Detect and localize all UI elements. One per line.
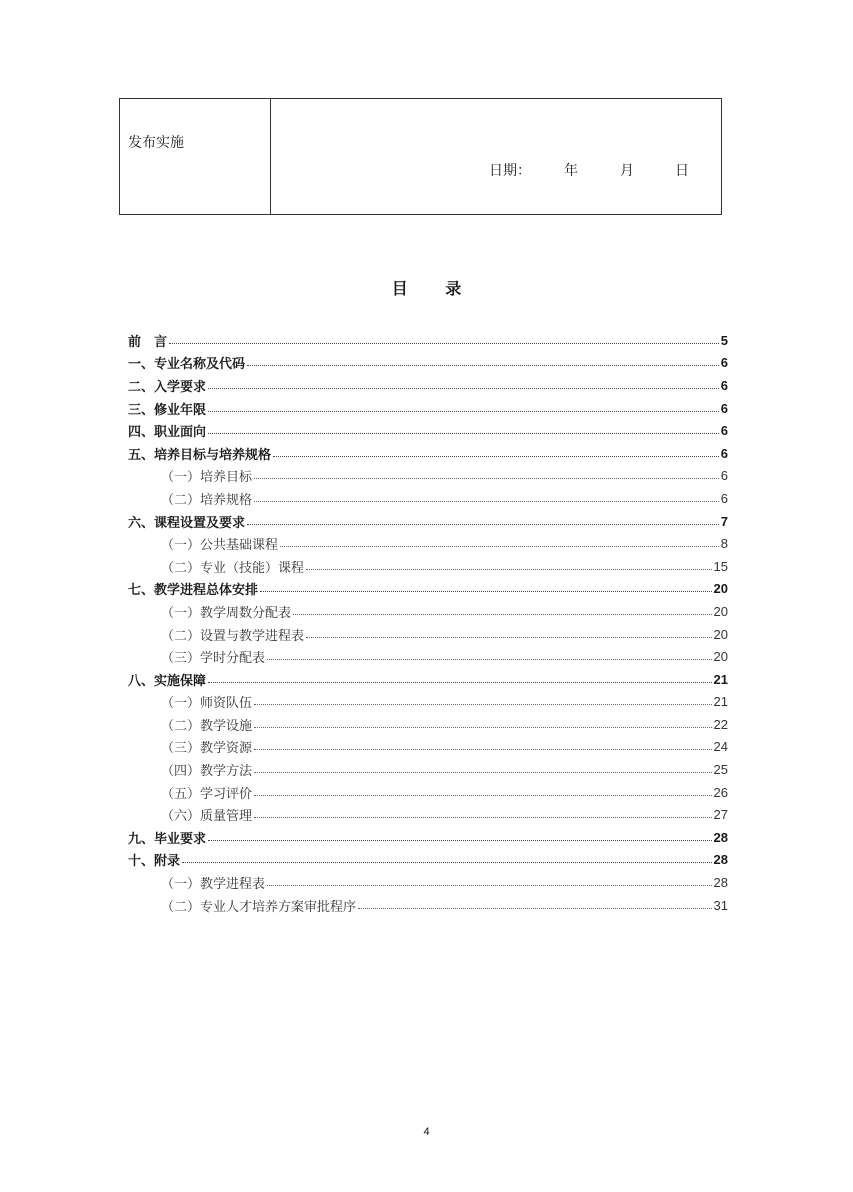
toc-entry[interactable]	[128, 442, 728, 465]
toc-entry[interactable]	[128, 826, 728, 849]
toc-entry-title: 前 言	[128, 334, 168, 350]
toc-dot-leader	[267, 885, 712, 886]
toc-dot-leader	[306, 637, 712, 638]
toc-entry-title: （二）专业（技能）课程	[161, 560, 305, 576]
toc-dot-leader	[254, 749, 712, 750]
toc-entry-page: 21	[713, 694, 728, 710]
approval-value-cell	[271, 99, 721, 214]
toc-entry-page: 20	[713, 649, 728, 665]
toc-entry[interactable]	[128, 849, 728, 872]
toc-dot-leader	[254, 772, 712, 773]
toc-entry-page: 20	[713, 626, 728, 642]
toc-entry[interactable]	[128, 736, 728, 759]
toc-dot-leader	[254, 501, 719, 502]
toc-entry-title: （一）培养目标	[161, 470, 253, 486]
toc-dot-leader	[254, 817, 712, 818]
toc-entry-page: 6	[720, 490, 728, 506]
toc-dot-leader	[208, 388, 719, 389]
toc-entry[interactable]	[128, 871, 728, 894]
toc-dot-leader	[254, 727, 712, 728]
date-row	[489, 160, 689, 180]
toc-entry-title: （四）教学方法	[161, 764, 253, 780]
toc-entry[interactable]	[128, 397, 728, 420]
toc-entry[interactable]	[128, 713, 728, 736]
toc-entry-page: 7	[720, 513, 728, 529]
toc-entry-title: 七、教学进程总体安排	[128, 583, 259, 599]
toc-entry[interactable]	[128, 600, 728, 623]
toc-entry[interactable]	[128, 352, 728, 375]
toc-entry[interactable]	[128, 532, 728, 555]
toc-entry-title: （一）教学进程表	[161, 877, 266, 893]
toc-dot-leader	[182, 862, 712, 863]
toc-dot-leader	[254, 478, 719, 479]
toc-entry-title: 一、专业名称及代码	[128, 357, 246, 373]
toc-entry-title: 十、附录	[128, 854, 181, 870]
toc-entry-page: 25	[713, 762, 728, 778]
toc-entry-page: 6	[720, 445, 728, 461]
toc-entry-title: （二）专业人才培养方案审批程序	[161, 899, 357, 915]
toc-entry-title: 二、入学要求	[128, 379, 207, 395]
toc-dot-leader	[260, 591, 712, 592]
toc-entry-title: 六、课程设置及要求	[128, 515, 246, 531]
toc-entry-title: （一）教学周数分配表	[161, 605, 292, 621]
toc-entry[interactable]	[128, 487, 728, 510]
toc-dot-leader	[306, 569, 712, 570]
toc-entry-page: 27	[713, 807, 728, 823]
toc-title: 目 录	[391, 279, 478, 298]
toc-dot-leader	[273, 456, 719, 457]
approval-label: 发布实施	[128, 135, 184, 151]
toc-entry-page: 26	[713, 784, 728, 800]
toc-entry[interactable]	[128, 329, 728, 352]
toc-entry-page: 28	[713, 852, 728, 868]
toc-entry-page: 6	[720, 423, 728, 439]
toc-entry-title: （一）师资队伍	[161, 696, 253, 712]
toc-entry[interactable]	[128, 691, 728, 714]
toc-entry[interactable]	[128, 781, 728, 804]
toc-dot-leader	[208, 411, 719, 412]
toc-dot-leader	[254, 704, 712, 705]
toc-entry[interactable]	[128, 510, 728, 533]
toc-entry-page: 15	[713, 558, 728, 574]
toc-dot-leader	[358, 908, 712, 909]
toc-entry-title: （二）设置与教学进程表	[161, 628, 305, 644]
month-label: 月	[620, 163, 634, 179]
toc-entry[interactable]	[128, 668, 728, 691]
toc-entry[interactable]	[128, 803, 728, 826]
approval-label-cell	[120, 99, 271, 214]
toc-dot-leader	[208, 682, 712, 683]
toc-dot-leader	[280, 546, 719, 547]
toc-dot-leader	[267, 659, 712, 660]
approval-table	[119, 98, 722, 215]
toc-entry[interactable]	[128, 374, 728, 397]
toc-entry-title: （二）教学设施	[161, 718, 253, 734]
toc-dot-leader	[169, 343, 719, 344]
toc-entry-page: 6	[720, 400, 728, 416]
toc-entry-page: 21	[713, 671, 728, 687]
toc-entry-title: （二）培养规格	[161, 492, 253, 508]
toc-entry-title: 四、职业面向	[128, 425, 207, 441]
toc-entry-page: 22	[713, 716, 728, 732]
toc-entry-title: （一）公共基础课程	[161, 538, 279, 554]
toc-dot-leader	[208, 840, 712, 841]
toc-entry-title: （三）学时分配表	[161, 651, 266, 667]
toc-entry-title: （三）教学资源	[161, 741, 253, 757]
toc-entry-title: （五）学习评价	[161, 786, 253, 802]
toc-entry-page: 28	[713, 829, 728, 845]
toc-entry-title: 九、毕业要求	[128, 831, 207, 847]
table-of-contents	[128, 329, 728, 916]
toc-entry[interactable]	[128, 578, 728, 601]
toc-entry-page: 20	[713, 581, 728, 597]
toc-entry[interactable]	[128, 758, 728, 781]
toc-entry[interactable]	[128, 419, 728, 442]
toc-entry-page: 24	[713, 739, 728, 755]
toc-dot-leader	[208, 433, 719, 434]
toc-entry-page: 6	[720, 355, 728, 371]
toc-entry-title: 五、培养目标与培养规格	[128, 447, 272, 463]
toc-entry-title: 三、修业年限	[128, 402, 207, 418]
toc-entry-page: 6	[720, 468, 728, 484]
toc-entry-page: 20	[713, 603, 728, 619]
toc-entry-page: 28	[713, 875, 728, 891]
date-label: 日期：	[489, 163, 531, 179]
toc-entry-title: （六）质量管理	[161, 809, 253, 825]
toc-dot-leader	[247, 524, 719, 525]
toc-dot-leader	[293, 614, 712, 615]
toc-entry[interactable]	[128, 465, 728, 488]
toc-entry[interactable]	[128, 555, 728, 578]
year-label: 年	[564, 163, 578, 179]
toc-entry-page: 31	[713, 897, 728, 913]
toc-entry[interactable]	[128, 623, 728, 646]
toc-entry-title: 八、实施保障	[128, 673, 207, 689]
page-number: 4	[423, 1126, 430, 1138]
day-label: 日	[675, 163, 689, 179]
toc-dot-leader	[254, 795, 712, 796]
toc-dot-leader	[247, 365, 719, 366]
toc-entry-page: 5	[720, 332, 728, 348]
toc-entry-page: 8	[720, 536, 728, 552]
toc-entry[interactable]	[128, 894, 728, 917]
toc-entry-page: 6	[720, 377, 728, 393]
toc-entry[interactable]	[128, 645, 728, 668]
